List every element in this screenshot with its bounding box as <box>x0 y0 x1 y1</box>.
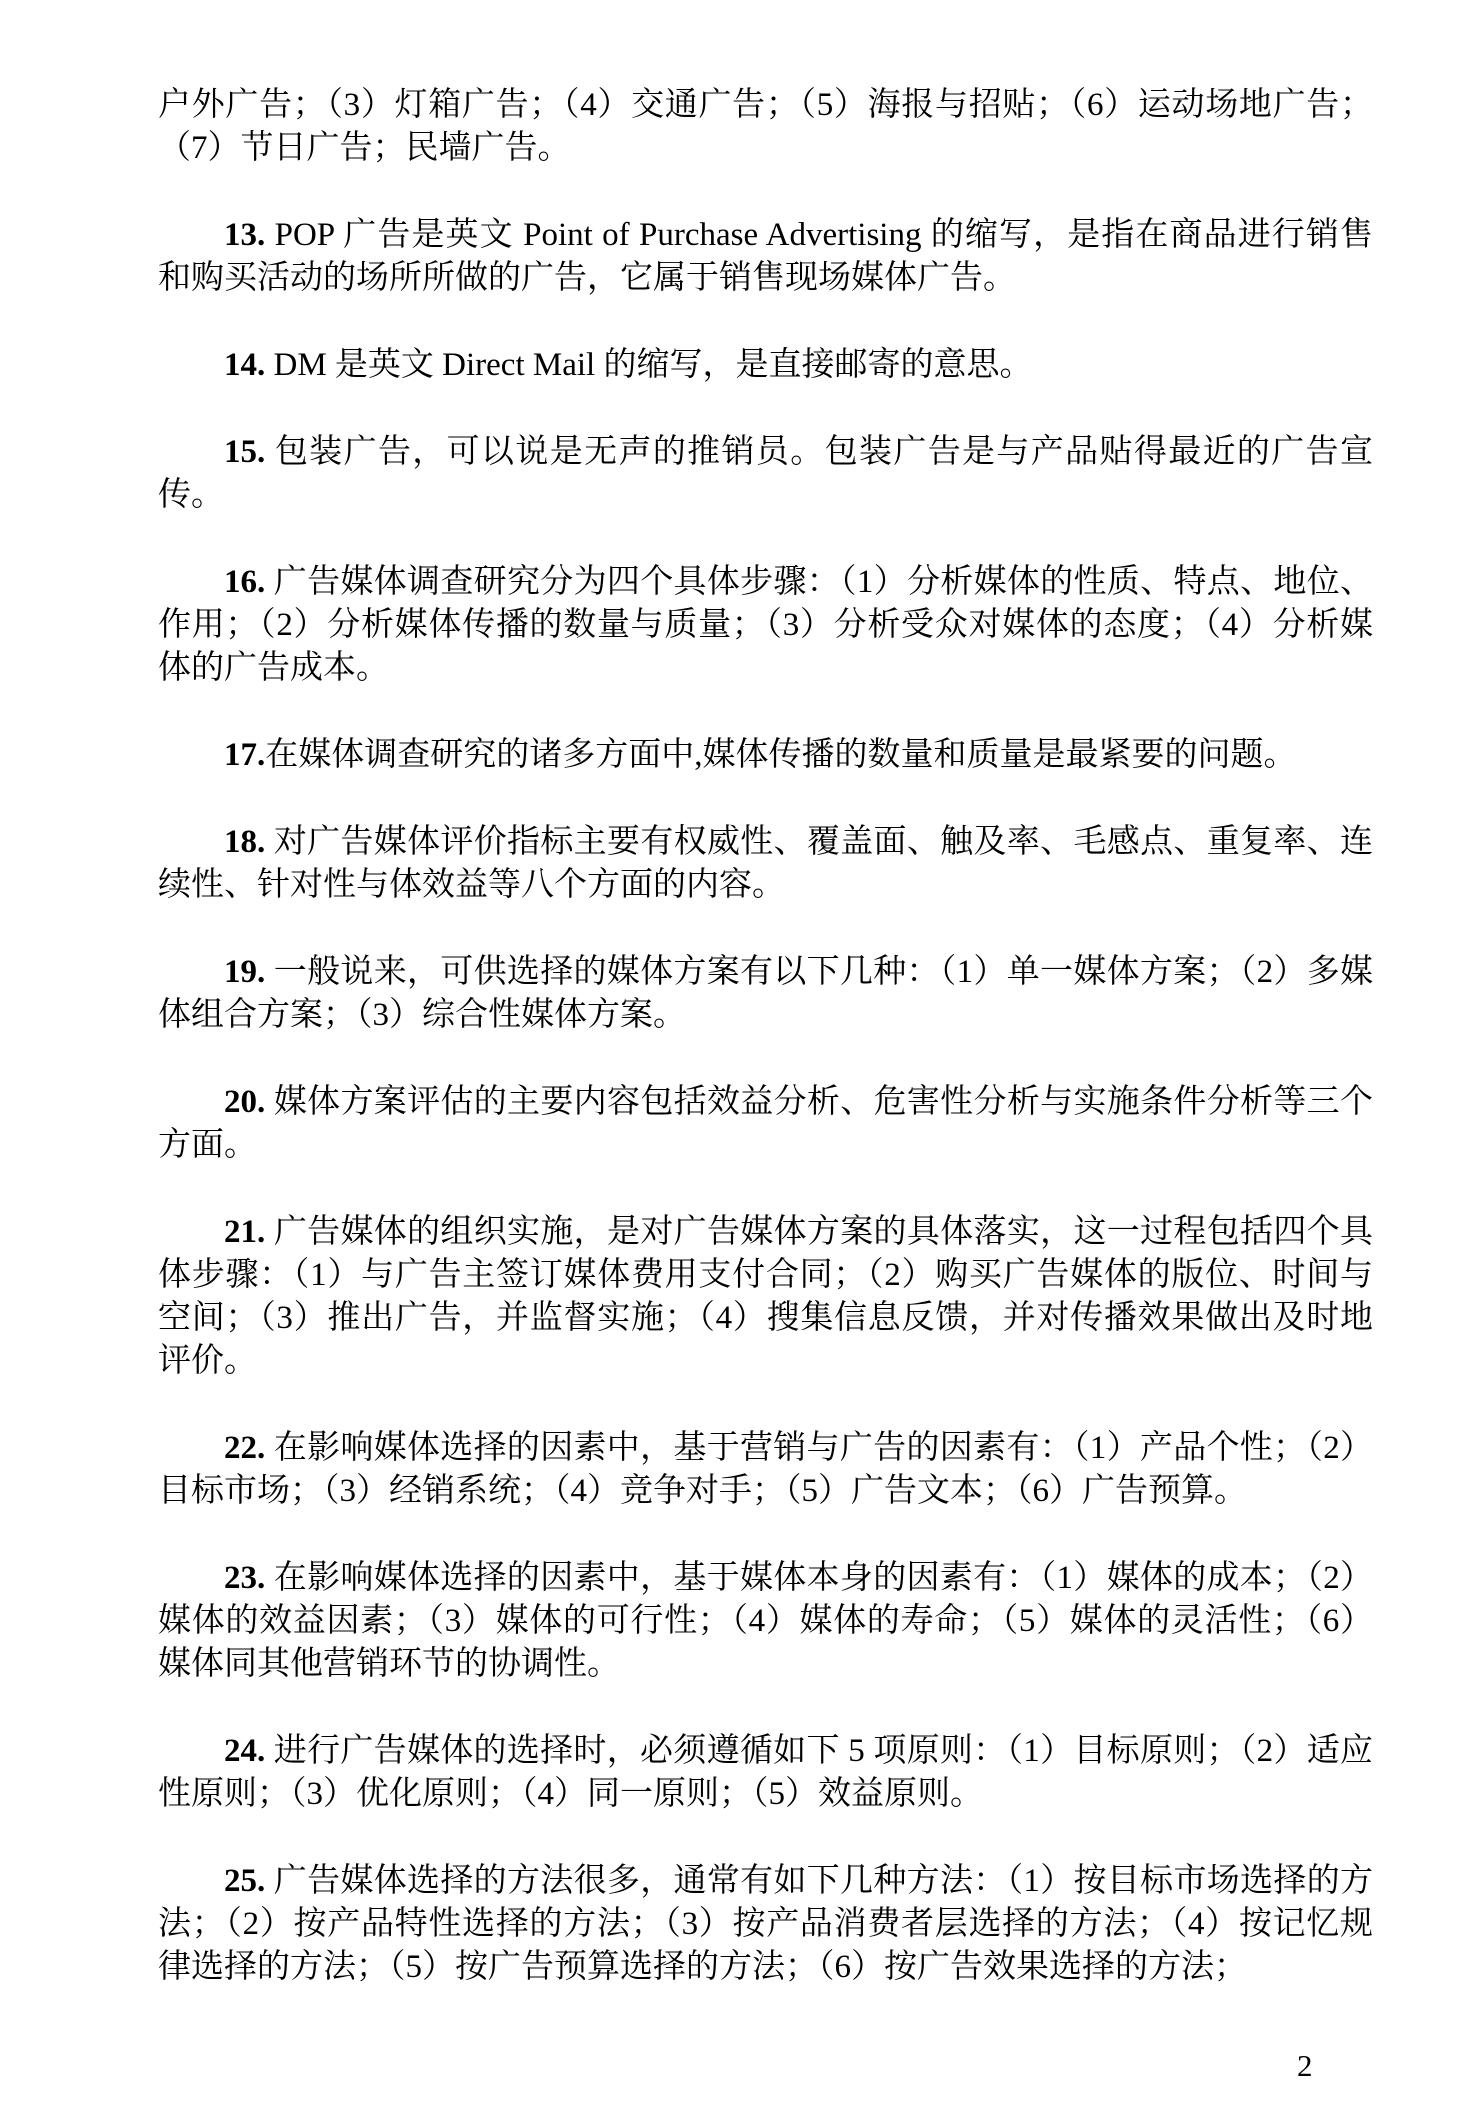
paragraph-14 <box>158 344 1373 387</box>
item-number: 18. <box>224 824 266 860</box>
paragraph-13 <box>158 214 1373 300</box>
paragraph-20 <box>158 1081 1373 1167</box>
page-number: 2 <box>1297 2048 1313 2083</box>
paragraph-text: 媒体方案评估的主要内容包括效益分析、危害性分析与实施条件分析等三个方面。 <box>158 1084 1373 1163</box>
paragraph-21 <box>158 1211 1373 1383</box>
paragraph-text: 广告媒体选择的方法很多，通常有如下几种方法：（1）按目标市场选择的方法；（2）按产品特性选择的方法；（3）按产品消费者层选择的方法；（4）按记忆规律选择的方法；（5）按广告预算选择的方法；（6）按广告效果选择的方法； <box>158 1863 1373 1985</box>
paragraph-text: 广告媒体调查研究分为四个具体步骤：（1）分析媒体的性质、特点、地位、作用；（2）分析媒体传播的数量与质量；（3）分析受众对媒体的态度；（4）分析媒体的广告成本。 <box>158 564 1373 686</box>
item-number: 22. <box>224 1430 266 1466</box>
item-number: 25. <box>224 1863 266 1899</box>
item-number: 21. <box>224 1214 266 1250</box>
paragraph-text: 一般说来，可供选择的媒体方案有以下几种：（1）单一媒体方案；（2）多媒体组合方案；（3）综合性媒体方案。 <box>158 954 1373 1033</box>
paragraph-text: POP 广告是英文 Point of Purchase Advertising 的缩写，是指在商品进行销售和购买活动的场所所做的广告，它属于销售现场媒体广告。 <box>158 217 1373 296</box>
paragraph-text: 户外广告；（3）灯箱广告；（4）交通广告；（5）海报与招贴；（6）运动场地广告；（7）节日广告；民墙广告。 <box>158 87 1373 166</box>
paragraph-text: 在影响媒体选择的因素中，基于营销与广告的因素有：（1）产品个性；（2）目标市场；（3）经销系统；（4）竞争对手；（5）广告文本；（6）广告预算。 <box>158 1430 1373 1509</box>
paragraph-continuation <box>158 84 1373 170</box>
item-number: 15. <box>224 434 266 470</box>
paragraph-text: 在媒体调查研究的诸多方面中,媒体传播的数量和质量是最紧要的问题。 <box>265 737 1297 773</box>
paragraph-24 <box>158 1730 1373 1816</box>
paragraph-text: 对广告媒体评价指标主要有权威性、覆盖面、触及率、毛感点、重复率、连续性、针对性与体效益等八个方面的内容。 <box>158 824 1373 903</box>
paragraph-17 <box>158 734 1373 777</box>
item-number: 19. <box>224 954 266 990</box>
paragraph-18 <box>158 821 1373 907</box>
paragraph-16 <box>158 561 1373 690</box>
item-number: 24. <box>224 1733 266 1769</box>
paragraph-text: DM 是英文 Direct Mail 的缩写，是直接邮寄的意思。 <box>265 347 1033 383</box>
paragraph-22 <box>158 1427 1373 1513</box>
item-number: 16. <box>224 564 266 600</box>
item-number: 23. <box>224 1560 266 1596</box>
item-number: 17. <box>224 737 266 773</box>
paragraph-text: 在影响媒体选择的因素中，基于媒体本身的因素有：（1）媒体的成本；（2）媒体的效益因素；（3）媒体的可行性；（4）媒体的寿命；（5）媒体的灵活性；（6）媒体同其他营销环节的协调性。 <box>158 1560 1373 1682</box>
paragraph-23 <box>158 1557 1373 1686</box>
item-number: 14. <box>224 347 266 383</box>
item-number: 20. <box>224 1084 266 1120</box>
paragraph-text: 包装广告，可以说是无声的推销员。包装广告是与产品贴得最近的广告宣传。 <box>158 434 1373 513</box>
paragraph-19 <box>158 951 1373 1037</box>
paragraph-15 <box>158 431 1373 517</box>
paragraph-text: 进行广告媒体的选择时，必须遵循如下 5 项原则：（1）目标原则；（2）适应性原则；（3）优化原则；（4）同一原则；（5）效益原则。 <box>158 1733 1373 1812</box>
paragraph-25 <box>158 1860 1373 1989</box>
item-number: 13. <box>224 217 266 253</box>
paragraph-text: 广告媒体的组织实施，是对广告媒体方案的具体落实，这一过程包括四个具体步骤：（1）与广告主签订媒体费用支付合同；（2）购买广告媒体的版位、时间与空间；（3）推出广告，并监督实施；（4）搜集信息反馈，并对传播效果做出及时地评价。 <box>158 1214 1373 1379</box>
